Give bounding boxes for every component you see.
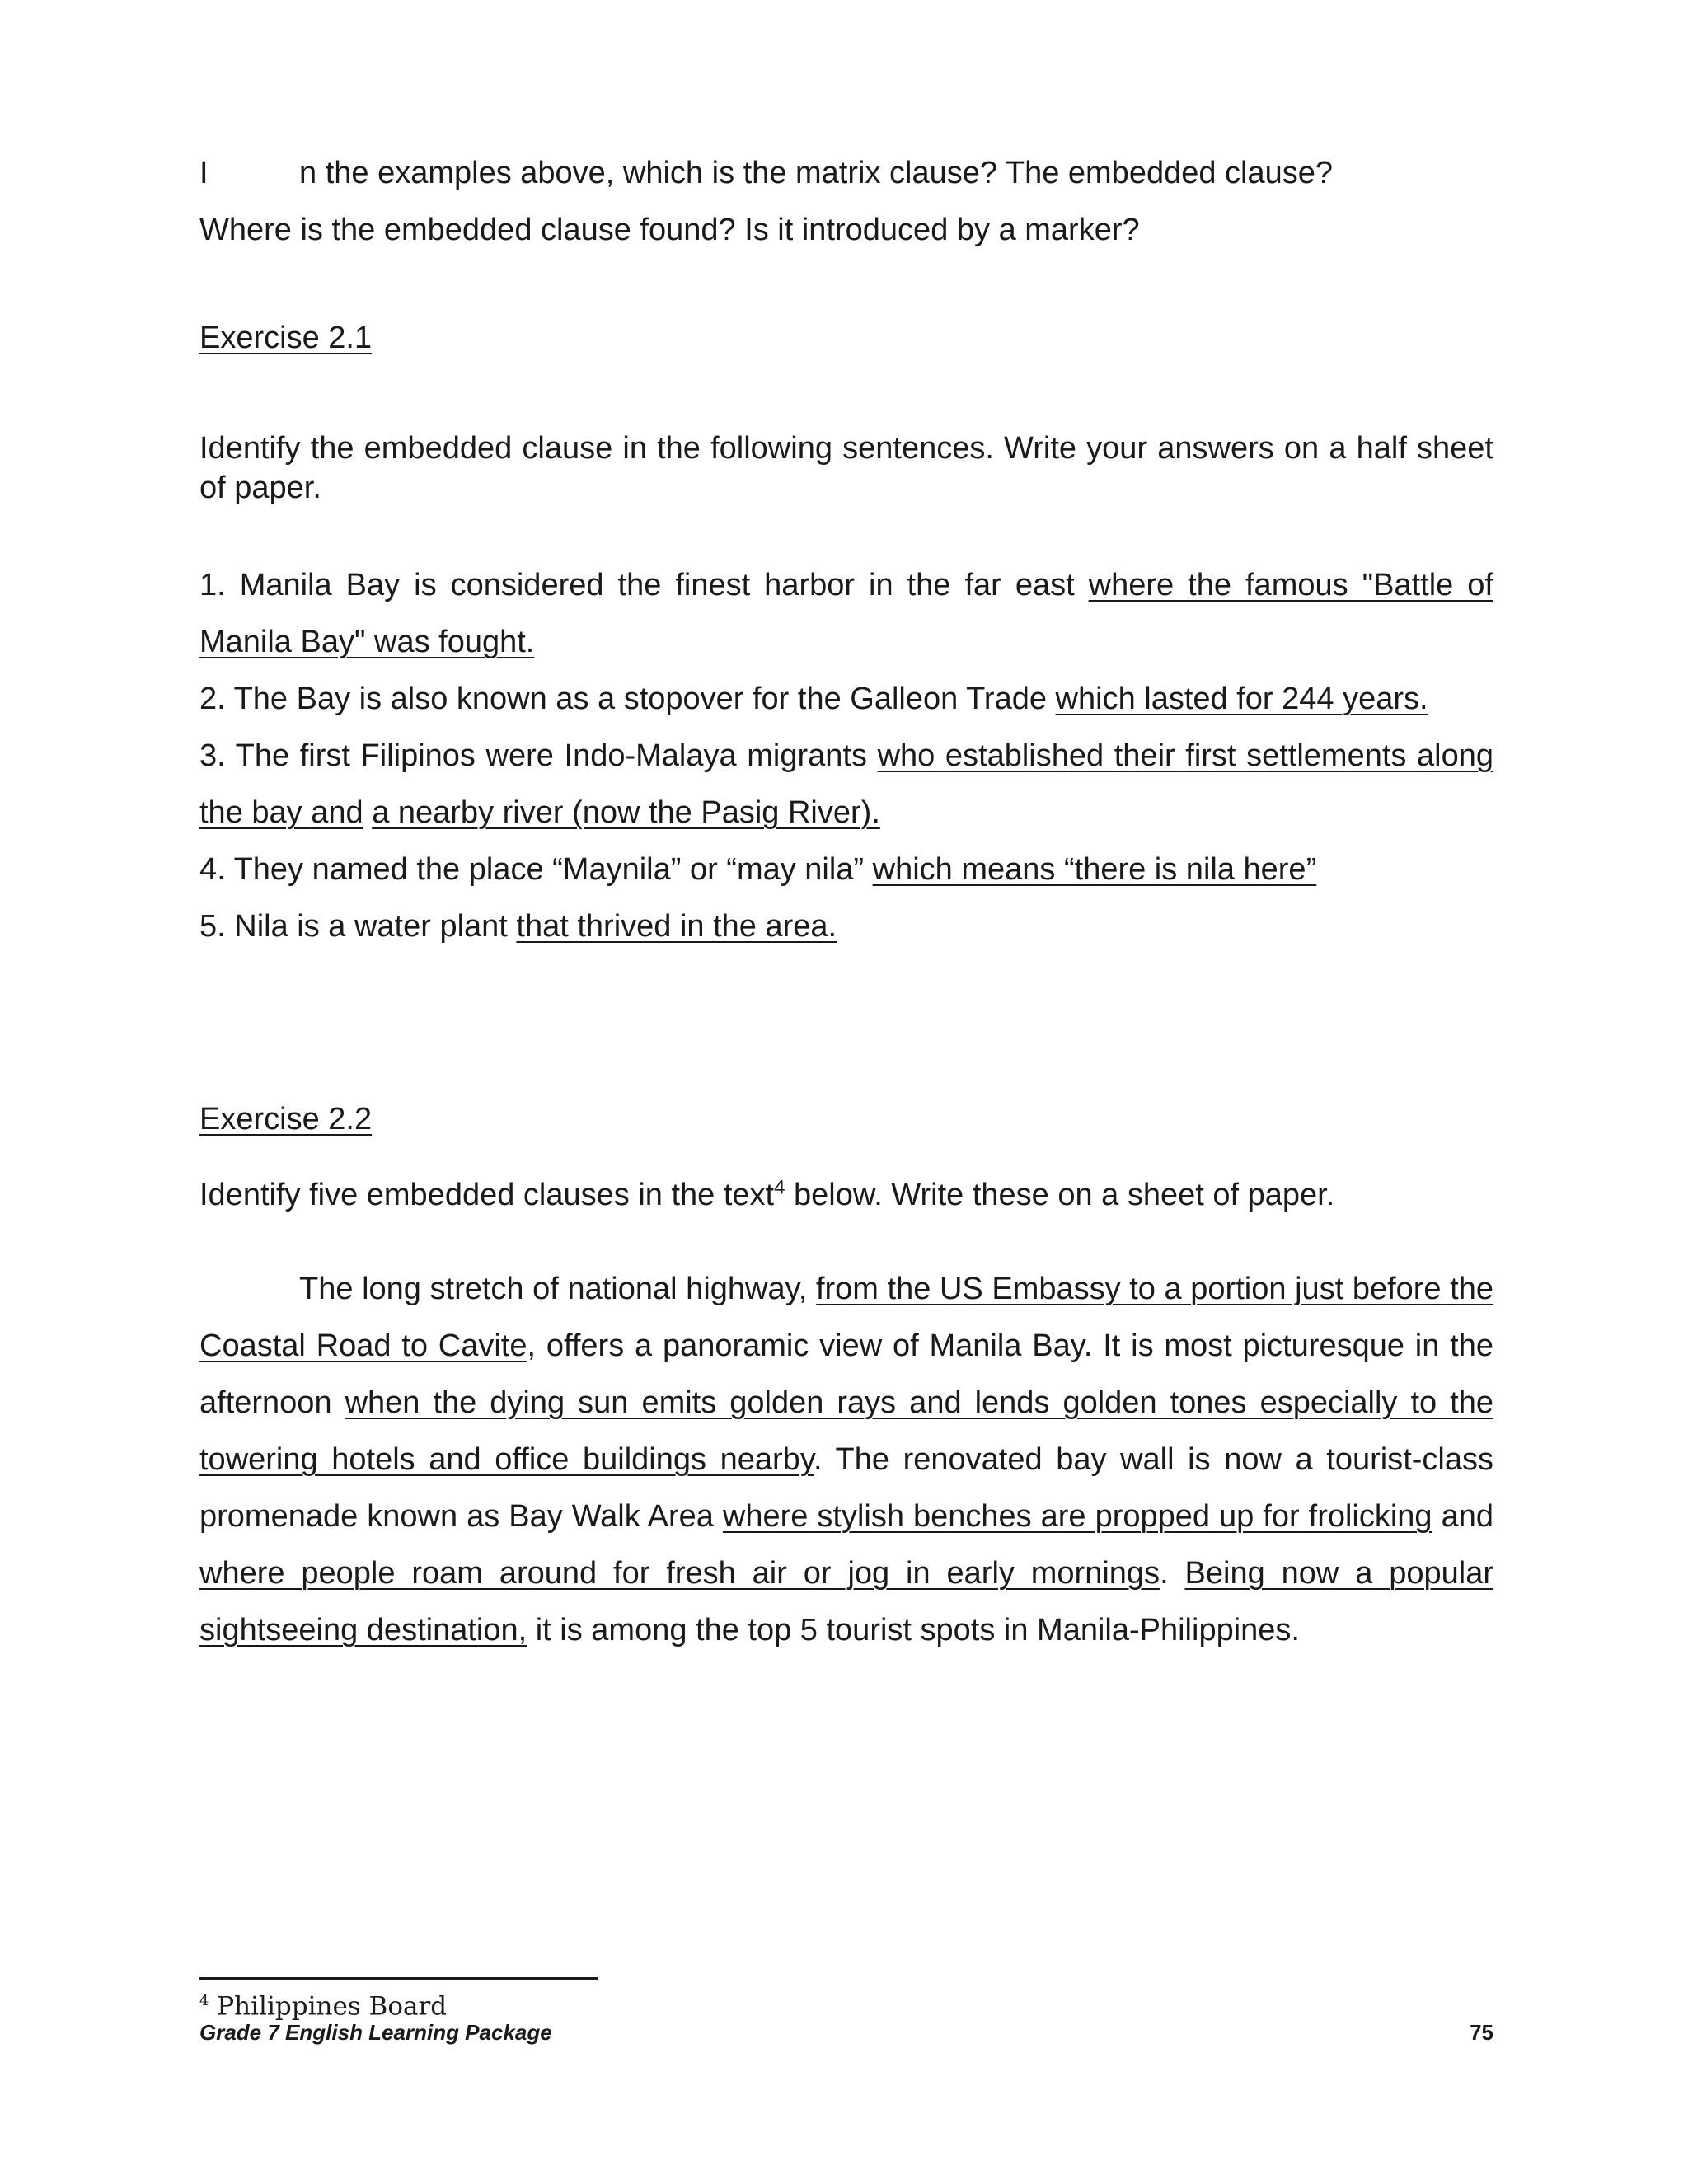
list-item <box>199 557 1493 671</box>
exercise-2-2-passage <box>199 1261 1493 1659</box>
footer-title: Grade 7 English Learning Package <box>199 2020 552 2045</box>
item-text <box>363 795 373 830</box>
intro-line-1-text: n the examples above, which is the matrix clause? The embedded clause? <box>299 156 1334 190</box>
passage-text: . <box>1160 1556 1185 1591</box>
intro-line-1 <box>199 145 1493 202</box>
passage-text: it is among the top 5 tourist spots in Manila-Philippines. <box>527 1613 1300 1647</box>
intro-line-2: Where is the embedded clause found? Is it introduced by a marker? <box>199 213 1140 247</box>
exercise-2-1-list <box>199 557 1493 955</box>
list-item <box>199 841 1493 898</box>
passage-text: and <box>1432 1499 1493 1534</box>
footnote-number: 4 <box>199 1992 209 2009</box>
list-item <box>199 898 1493 955</box>
embedded-clause: where stylish benches are propped up for frolicking <box>722 1499 1432 1534</box>
passage-text: The long stretch of national highway, <box>299 1272 816 1306</box>
item-text: 5. Nila is a water plant <box>199 909 517 944</box>
embedded-clause: where people roam around for fresh air or jog in early mornings <box>199 1556 1160 1591</box>
embedded-clause: which means “there is nila here” <box>872 852 1317 887</box>
embedded-clause: who established their first settlements along the bay <box>199 738 1493 830</box>
drop-letter: I <box>199 156 209 190</box>
passage-paragraph <box>199 1261 1493 1659</box>
list-item <box>199 728 1493 841</box>
exercise-2-2-instruction <box>199 1170 1493 1220</box>
intro-questions <box>199 145 1493 259</box>
exercise-2-2-heading: Exercise 2.2 <box>199 1102 373 1137</box>
embedded-clause: which lasted for 244 years. <box>1055 682 1428 716</box>
exercise-2-1-instruction: Identify the embedded clause in the following sentences. Write your answers on a half sheet of paper. <box>199 431 1493 505</box>
item-text: 4. They named the place “Maynila” or “may nila” <box>199 852 873 887</box>
list-item <box>199 671 1493 728</box>
footnote-divider <box>199 1977 598 1980</box>
embedded-clause: Being now a popular sightseeing destination, <box>199 1556 1493 1647</box>
exercise-2-1-heading: Exercise 2.1 <box>199 321 373 355</box>
instruction-text: below. Write these on a sheet of paper. <box>785 1178 1335 1212</box>
footnote-reference: 4 <box>774 1176 785 1199</box>
embedded-clause: from the US Embassy to a portion just before the Coastal Road to Cavite <box>199 1272 1493 1363</box>
passage-text: . The renovated bay wall is now a tourist-class promenade known as Bay Walk Area <box>199 1442 1493 1534</box>
page-number: 75 <box>1470 2020 1493 2045</box>
embedded-clause: where the famous "Battle of Manila Bay" was fought. <box>199 568 1493 659</box>
embedded-clause: and <box>311 795 363 830</box>
embedded-clause: that thrived in the area. <box>516 909 837 944</box>
item-text: 3. The first Filipinos were Indo-Malaya migrants <box>199 738 878 773</box>
item-text: 1. Manila Bay is considered the finest harbor in the far east <box>199 568 1089 602</box>
embedded-clause: a nearby river (now the Pasig River). <box>372 795 880 830</box>
embedded-clause: when the dying sun emits golden rays and lends golden tones especially to the towering hotels and office buildings nearby <box>199 1385 1493 1477</box>
item-text: 2. The Bay is also known as a stopover for the Galleon Trade <box>199 682 1056 716</box>
passage-text: , offers a panoramic view of Manila Bay. It is most picturesque in the afternoon <box>199 1329 1494 1420</box>
footnote-text: Philippines Board <box>209 1991 448 2022</box>
instruction-text: Identify five embedded clauses in the text <box>199 1178 775 1212</box>
